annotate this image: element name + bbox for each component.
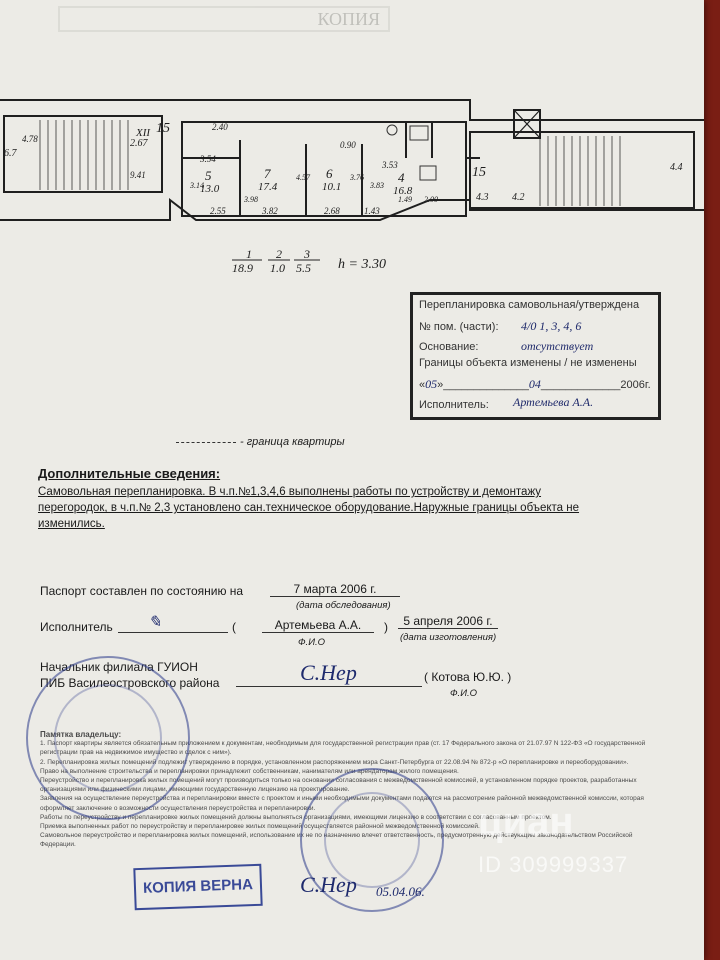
passport-label: Паспорт составлен по состоянию на (40, 584, 244, 598)
dashed-line-icon (176, 442, 236, 443)
stair-label-1: XII (136, 127, 151, 139)
bottom-signature: С.Нер (300, 872, 357, 897)
right-label-4: 4.4 (670, 162, 683, 173)
memo-line: Самовольное переустройство и перепланировка жилых помещений, использование их не по назначению влечет ответственность, предусмотренную действующим законодательством Российской Федерации. (40, 832, 633, 849)
executor-paren-close: ) (384, 620, 388, 634)
memo-line: Приемка выполненных работ по переустройству и перепланировке жилых помещений осуществляется районной межведомственной комиссией. (40, 823, 480, 831)
watermark-brand: циан (478, 800, 574, 844)
floor-plan (0, 80, 704, 280)
svg-text:2: 2 (276, 247, 282, 261)
dim-bottom-3: 2.68 (324, 206, 340, 216)
right-label-2: 4.3 (476, 192, 489, 203)
additional-info-text: Самовольная перепланировка. В ч.п.№1,3,4,6 выполнены работы по устройству и демонтажу перегородок, в ч.п.№ 2,3 установлено сан.техническое оборудование.Наружные границы объекта не изменились. (38, 486, 580, 530)
memo-line: Работы по переустройству и перепланировке жилых помещений должны выполняться организациями, имеющими лицензию в соответствии с согласованным проектом. (40, 813, 552, 821)
stamp-basis-label: Основание: (419, 341, 479, 353)
room-7-area: 17.4 (258, 181, 278, 193)
room-5-number: 5 (205, 168, 212, 183)
ghost-header-stamp: КОПИЯ (58, 6, 390, 32)
stamp-room-value: 4/0 1, 3, 4, 6 (521, 319, 582, 333)
svg-text:3: 3 (304, 247, 310, 261)
dim-side-1: 3.14 (190, 181, 204, 190)
stamp-line-1: Перепланировка самовольная/утверждена (419, 299, 640, 311)
chief-name-caption: Ф.И.О (450, 688, 478, 699)
watermark-id: ID 309999337 (478, 852, 629, 877)
area-summary (232, 247, 386, 275)
left-mark: 15 (156, 121, 170, 136)
stamp-executor-label: Исполнитель: (419, 399, 489, 411)
executor-signature-line (118, 618, 228, 633)
room-6-number: 6 (326, 166, 333, 181)
room-5-area: 13.0 (200, 183, 220, 195)
round-seal-left (26, 656, 190, 820)
svg-text:1.0: 1.0 (270, 261, 285, 275)
dim-side-3: 4.57 (296, 173, 310, 182)
executor-signature: ✎ (148, 614, 162, 631)
executor-made-date: 5 апреля 2006 г. (398, 614, 498, 629)
memo-title: Памятка владельцу: (40, 730, 122, 739)
stamp-borders: Границы объекта изменены / не изменены (419, 357, 637, 369)
room-4-area: 16.8 (393, 185, 413, 197)
dim-side-2: 3.98 (244, 195, 258, 204)
dim-bottom-2: 3.82 (262, 206, 278, 216)
stair-label-2: 2.67 (130, 138, 148, 149)
dim-top-5: 9.41 (130, 170, 146, 180)
memo-line: Право на выполнение строительства и перепланировки принадлежит собственникам, нанимателям или арендаторам жилого помещения. (40, 767, 459, 775)
additional-info-title: Дополнительные сведения: (38, 466, 221, 481)
dim-top-1: 2.40 (212, 122, 228, 132)
stamp-executor-value: Артемьева А.А. (513, 395, 594, 409)
dim-bottom-5: 1.49 (398, 195, 412, 204)
svg-text:h = 3.30: h = 3.30 (338, 257, 386, 272)
replanning-stamp (410, 292, 661, 420)
memo-line: 1. Паспорт квартиры является обязательным приложением к документам, необходимым для государственной регистрации прав (ст. 17 Федерального закона от 21.07.97 N 122-ФЗ «О государственной регистрации прав на недвижимое имущество и сделок с ним»). (40, 740, 646, 757)
passport-date-caption: (дата обследования) (296, 600, 391, 611)
chief-signature: С.Нер (300, 660, 357, 685)
dim-top-4: 3.53 (382, 160, 398, 170)
chief-name: ( Котова Ю.Ю. ) (424, 670, 512, 684)
svg-text:1: 1 (246, 247, 252, 261)
dim-bottom-6: 2.00 (424, 195, 438, 204)
stair-left-1: 6.7 (4, 148, 17, 159)
right-label-1: 15 (472, 165, 486, 180)
chief-line-2: ПИБ Василеостровского района (40, 676, 220, 690)
room-7-number: 7 (264, 166, 271, 181)
chief-line-1: Начальник филиала ГУИОН (40, 660, 198, 674)
executor-paren-open: ( (232, 620, 236, 634)
right-label-3: 4.2 (512, 192, 525, 203)
dim-bottom-4: 1.43 (364, 206, 380, 216)
apartment-border-legend: - граница квартиры (176, 436, 345, 448)
stamp-date: 05.04.06. (376, 884, 425, 899)
memo-line: 2. Перепланировка жилых помещений подлежит утверждению в порядке, установленном распоряжением мэра Санкт-Петербурга от 22.08.94 № 872-р «О перепланировке и переоборудовании». (40, 758, 629, 766)
executor-name-caption: Ф.И.О (298, 637, 326, 648)
memo-line: Заявления на осуществление переустройства и перепланировки вместе с проектом и иными необходимыми документами подаются на рассмотрение районной межведомственной комиссии, которая оформляет заключение о возможности осуществления переустройства и перепланировки. (40, 795, 644, 812)
stamp-basis-value: отсутствует (521, 339, 594, 353)
executor-made-caption: (дата изготовления) (400, 632, 497, 643)
executor-label: Исполнитель (40, 620, 113, 634)
svg-text:5.5: 5.5 (296, 261, 311, 275)
memo-line: Переустройство и перепланировка жилых помещений могут производиться только на основании согласования с межведомственной комиссией, в установленном порядке проектов, разработанных организациями или физическими лицами, имеющими государственную лицензию на проектирование. (40, 777, 637, 794)
svg-text:18.9: 18.9 (232, 261, 253, 275)
room-4-number: 4 (398, 170, 405, 185)
executor-name: Артемьева А.А. (262, 618, 374, 633)
room-6-area: 10.1 (322, 181, 342, 193)
dim-bottom-1: 2.55 (210, 206, 226, 216)
stamp-room-label: № пом. (части): (419, 321, 499, 333)
dim-side-4: 3.76 (350, 173, 364, 182)
stair-left-2: 4.78 (22, 134, 38, 144)
copy-certified-stamp: КОПИЯ ВЕРНА (133, 864, 262, 910)
stamp-date: «05»______________04_____________2006г. (419, 377, 651, 391)
dim-side-5: 3.83 (370, 181, 384, 190)
passport-date: 7 марта 2006 г. (270, 582, 400, 597)
dim-top-2: 3.54 (200, 154, 216, 164)
dim-top-3: 0.90 (340, 140, 356, 150)
